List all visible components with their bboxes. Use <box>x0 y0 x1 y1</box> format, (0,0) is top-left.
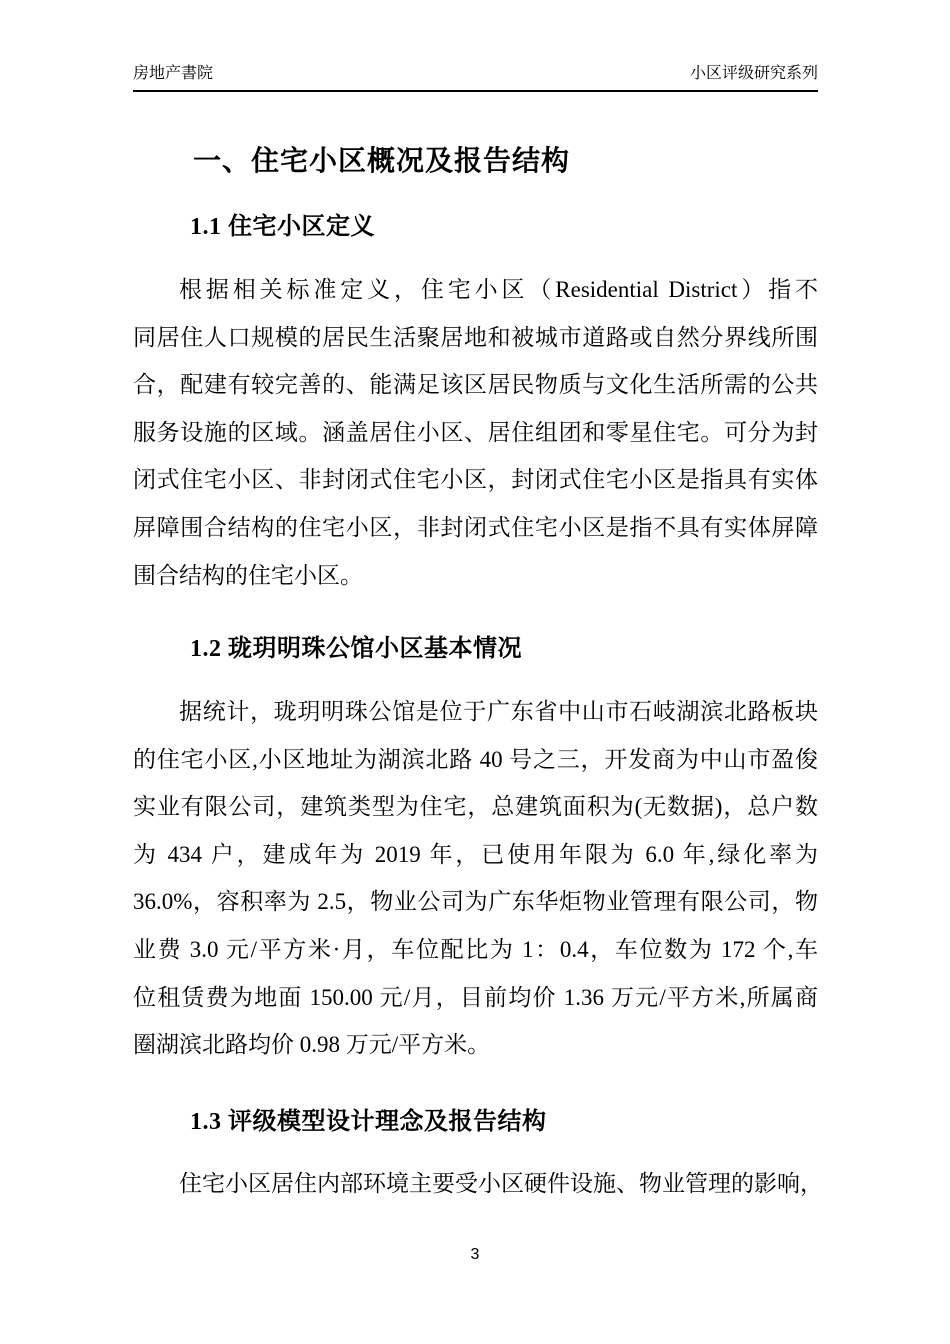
paragraph-line: 的住宅小区,小区地址为湖滨北路 40 号之三，开发商为中山市盈俊 <box>133 746 818 772</box>
section-heading-1-1: 1.1 住宅小区定义 <box>190 214 375 240</box>
paragraph-line: 住宅小区居住内部环境主要受小区硬件设施、物业管理的影响， <box>179 1171 823 1196</box>
paragraph-line: 根据相关标准定义，住宅小区（Residential District）指不 <box>179 277 818 302</box>
section-heading-1-3: 1.3 评级模型设计理念及报告结构 <box>190 1109 547 1135</box>
paragraph-basic-info <box>133 688 818 1069</box>
header-left-text: 房地产書院 <box>133 65 214 82</box>
document-title: 一、住宅小区概况及报告结构 <box>193 146 571 177</box>
page-header <box>133 65 818 92</box>
paragraph-model-design <box>133 1160 823 1208</box>
paragraph-line: 位租赁费为地面 150.00 元/月，目前均价 1.36 万元/平方米,所属商 <box>133 984 818 1010</box>
paragraph-line: 据统计，珑玥明珠公馆是位于广东省中山市石岐湖滨北路板块 <box>179 699 818 724</box>
paragraph-line: 业费 3.0 元/平方米·月，车位配比为 1：0.4，车位数为 172 个,车 <box>133 936 818 962</box>
header-right-text: 小区评级研究系列 <box>689 65 818 82</box>
paragraph-line: 合，配建有较完善的、能满足该区居民物质与文化生活所需的公共 <box>133 372 818 398</box>
paragraph-definition <box>133 266 818 599</box>
paragraph-line: 围合结构的住宅小区。 <box>133 562 363 588</box>
page-number: 3 <box>470 1246 480 1263</box>
paragraph-line: 为 434 户，建成年为 2019 年，已使用年限为 6.0 年,绿化率为 <box>133 841 818 867</box>
paragraph-line: 同居住人口规模的居民生活聚居地和被城市道路或自然分界线所围 <box>133 324 818 350</box>
section-heading-1-2: 1.2 珑玥明珠公馆小区基本情况 <box>190 636 522 662</box>
paragraph-line: 36.0%，容积率为 2.5，物业公司为广东华炬物业管理有限公司，物 <box>133 889 818 915</box>
paragraph-line: 圈湖滨北路均价 0.98 万元/平方米。 <box>133 1032 491 1058</box>
paragraph-line: 实业有限公司，建筑类型为住宅，总建筑面积为(无数据)，总户数 <box>133 794 818 820</box>
paragraph-line: 服务设施的区域。涵盖居住小区、居住组团和零星住宅。可分为封 <box>133 419 818 445</box>
paragraph-line: 闭式住宅小区、非封闭式住宅小区，封闭式住宅小区是指具有实体 <box>133 467 818 493</box>
paragraph-line: 屏障围合结构的住宅小区，非封闭式住宅小区是指不具有实体屏障 <box>133 514 818 540</box>
